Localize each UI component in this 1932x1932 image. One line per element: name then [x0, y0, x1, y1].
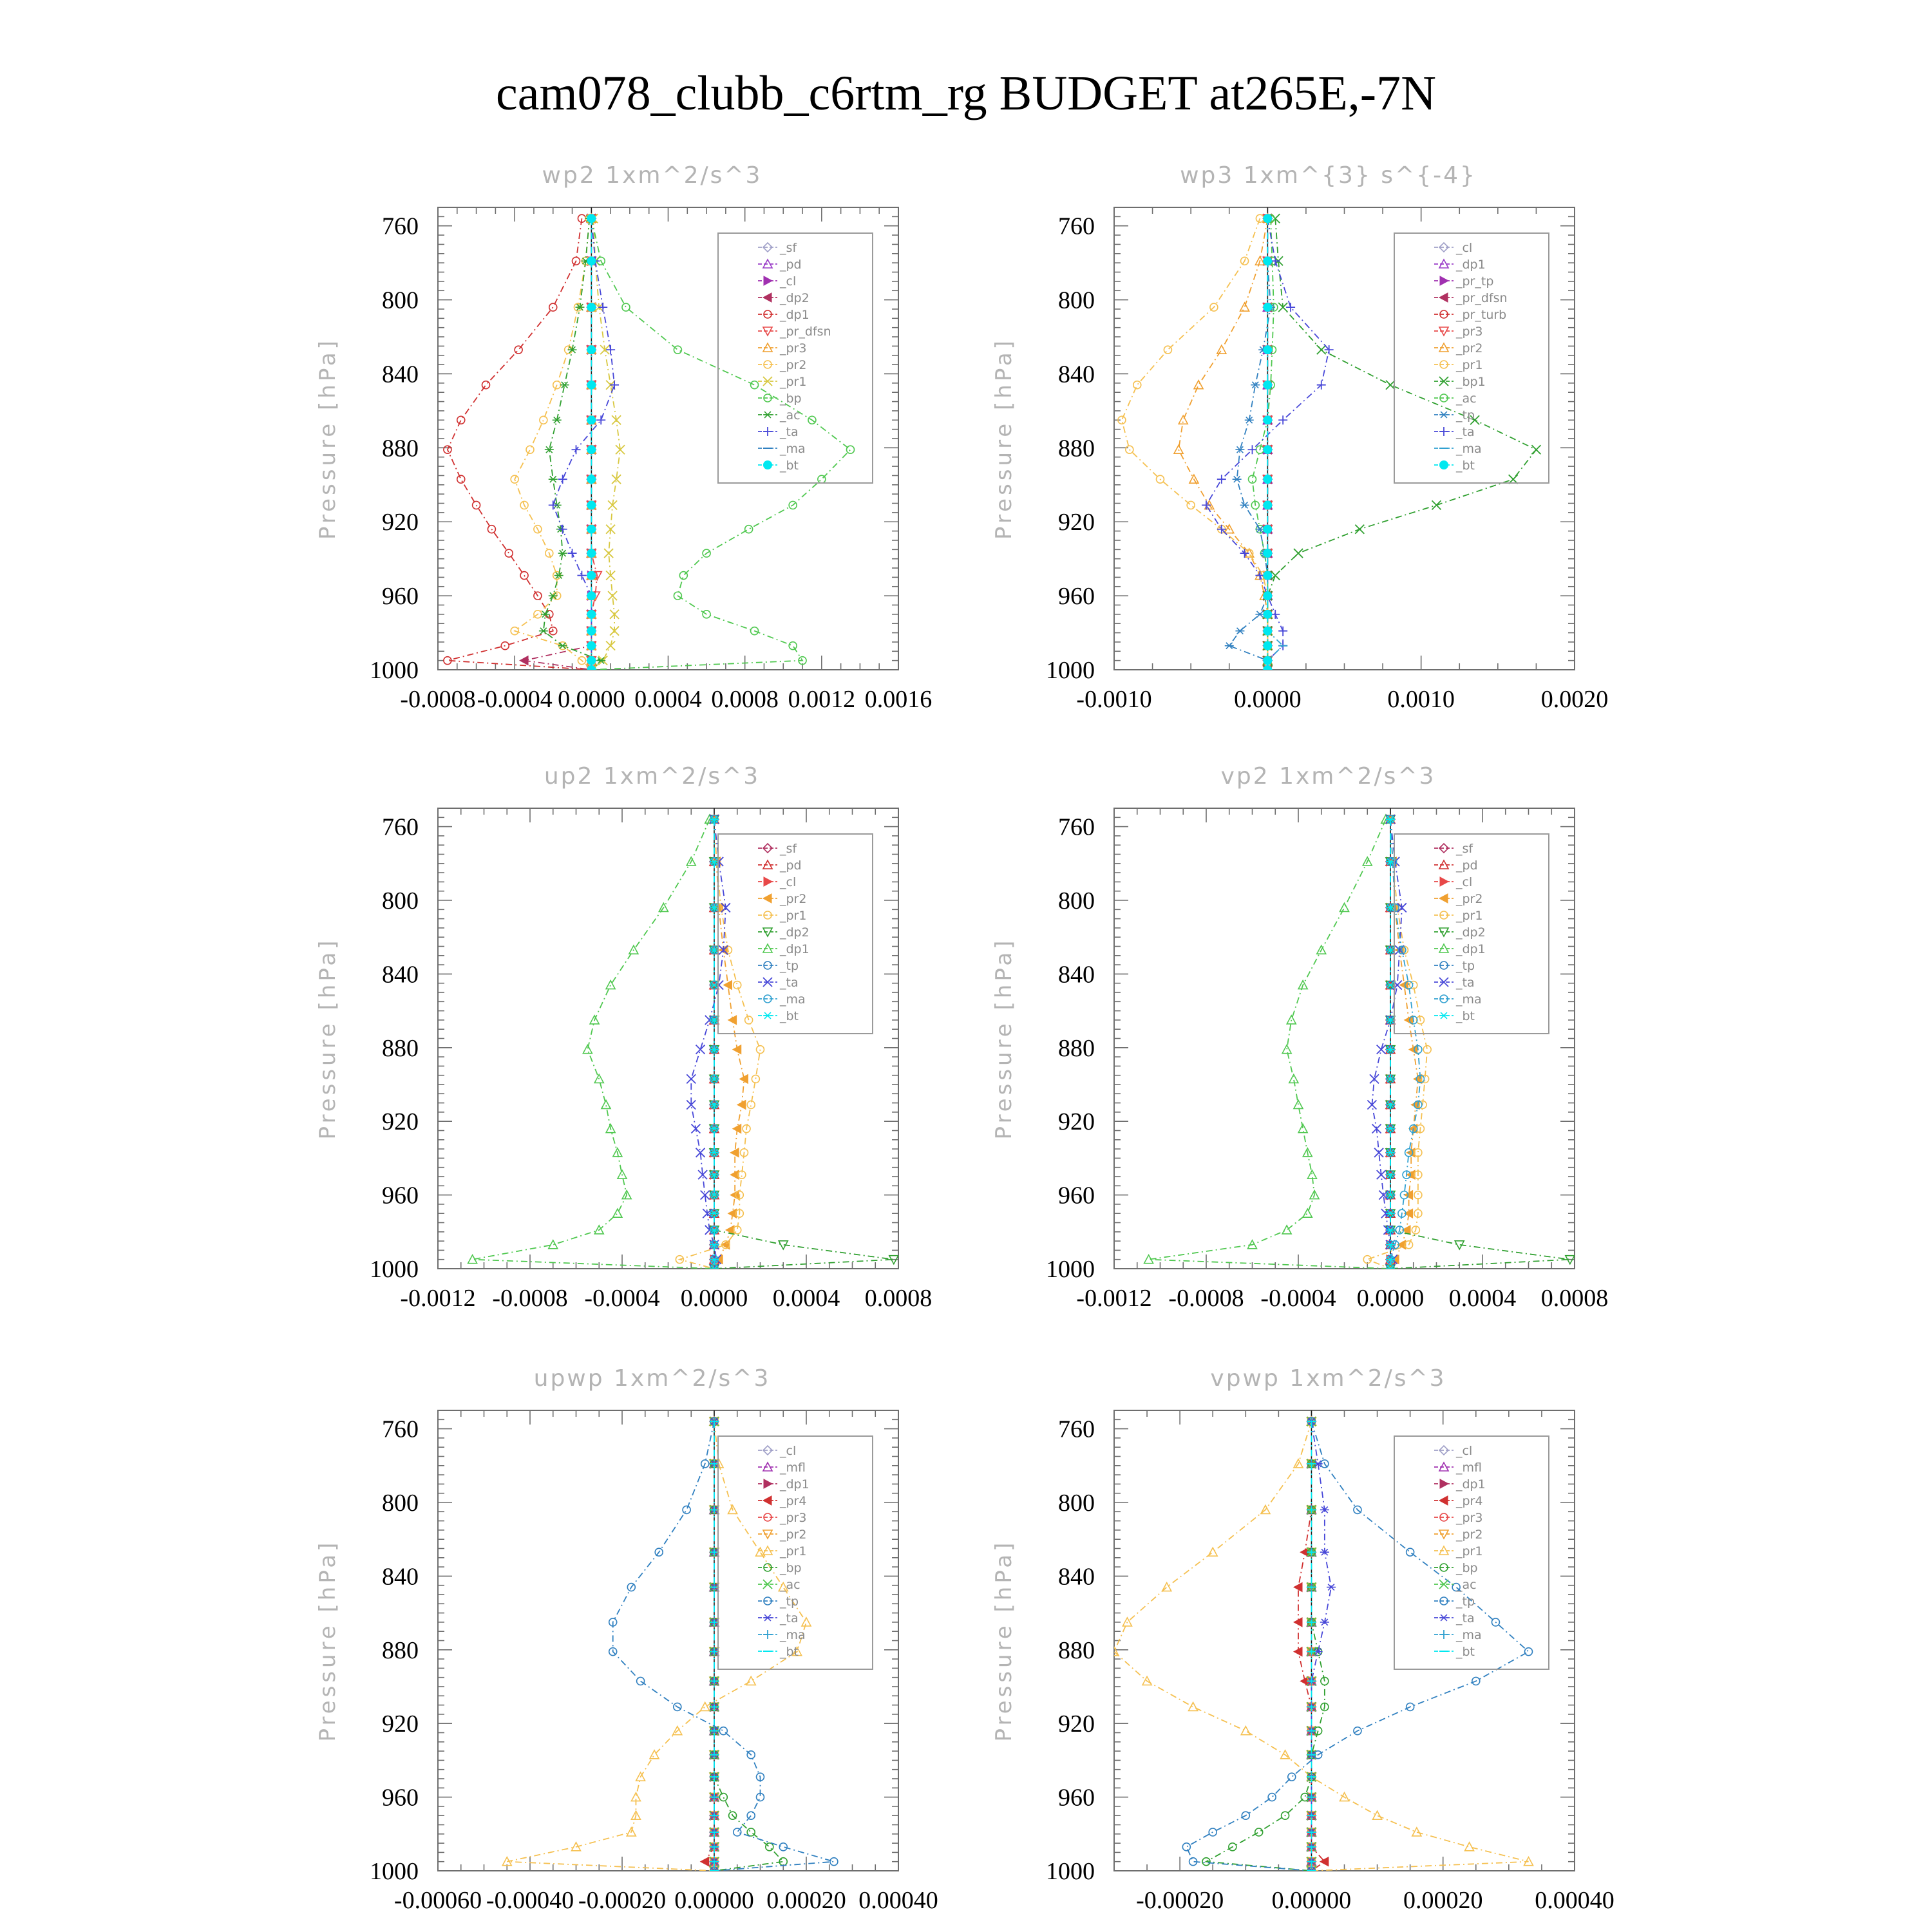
seriesbt-point [587, 500, 596, 509]
legend-label: _tp [1456, 408, 1475, 422]
y-tick-label: 800 [382, 287, 419, 314]
legend-label: _bp [1456, 1561, 1478, 1575]
x-tick-label: 0.00020 [766, 1887, 846, 1914]
legend-label: _ta [1456, 425, 1475, 439]
legend-label: _pr2 [1456, 892, 1483, 906]
seriesbt-point [1263, 445, 1272, 454]
legend-label: _pd [780, 258, 802, 272]
y-tick-label: 1000 [1046, 657, 1095, 684]
legend-label: _bt [780, 1009, 799, 1023]
legend-label: _tp [1456, 959, 1475, 973]
y-tick-label: 1000 [370, 1858, 419, 1885]
legend-label: _pr4 [780, 1494, 807, 1508]
y-tick-label: 800 [1058, 287, 1095, 314]
legend-label: _ta [780, 425, 799, 439]
x-tick-label: -0.00060 [393, 1887, 482, 1914]
y-tick-label: 760 [382, 1416, 419, 1443]
seriesbt-point [587, 475, 596, 484]
y-tick-label: 920 [1058, 1108, 1095, 1136]
x-tick-label: 0.00000 [674, 1887, 754, 1914]
y-tick-label: 960 [382, 583, 419, 611]
y-tick-label: 920 [1058, 1710, 1095, 1738]
legend-label: _pr3 [780, 341, 807, 355]
legend-label: _bp [780, 1561, 802, 1575]
legend-label: _tp [780, 959, 799, 973]
seriesbt-point [1263, 303, 1272, 312]
legend-label: _dp2 [780, 925, 810, 940]
legend-label: _mfl [780, 1461, 806, 1475]
legend-label: _bt [780, 1645, 799, 1659]
legend-label: _ma [1456, 1628, 1482, 1642]
y-tick-label: 920 [382, 1108, 419, 1136]
x-tick-label: 0.0000 [1234, 686, 1302, 713]
legend-label: _ta [1456, 976, 1475, 990]
x-tick-label: 0.0000 [1356, 1285, 1425, 1312]
legend-label: _dp1 [780, 308, 810, 322]
x-tick-label: 0.0008 [711, 686, 779, 713]
x-tick-label: -0.00020 [578, 1887, 667, 1914]
y-tick-label: 1000 [1046, 1256, 1095, 1283]
seriesbt-point [1263, 641, 1272, 650]
y-tick-label: 960 [382, 1784, 419, 1812]
legend-label: _pr_dfsn [780, 325, 831, 339]
legend-label: _pr_turb [1456, 308, 1507, 322]
seriesbt-point [587, 571, 596, 580]
seriesbt-point [1263, 214, 1272, 223]
legend-label: _ac [780, 1578, 800, 1592]
y-tick-label: 960 [1058, 1182, 1095, 1209]
legend-label: _pr_tp [1456, 274, 1494, 289]
x-tick-label: 0.00000 [1271, 1887, 1352, 1914]
x-tick-label: 0.00020 [1403, 1887, 1483, 1914]
y-tick-label: 840 [382, 361, 419, 388]
x-tick-label: 0.0000 [680, 1285, 748, 1312]
legend-label: _dp1 [1456, 1477, 1486, 1492]
panel-title: vp2 1xm^2/s^3 [1220, 763, 1436, 790]
seriesbt-point [1263, 610, 1272, 619]
x-tick-label: 0.0004 [634, 686, 702, 713]
y-tick-label: 840 [1058, 961, 1095, 989]
legend-label: _pr4 [1456, 1494, 1483, 1508]
legend-label: _bp1 [1456, 375, 1486, 389]
seriesbt-point [1263, 525, 1272, 534]
legend-label: _tp [780, 1595, 799, 1609]
legend-label: _pr3 [1456, 1511, 1483, 1525]
legend-label: _sf [1456, 842, 1473, 856]
legend-label: _pr2 [1456, 341, 1483, 355]
y-tick-label: 800 [382, 1490, 419, 1517]
y-tick-label: 880 [382, 1034, 419, 1062]
legend-label: _ta [780, 976, 799, 990]
y-tick-label: 1000 [370, 657, 419, 684]
seriesbt-point [587, 610, 596, 619]
legend-marker [763, 460, 772, 469]
legend-label: _dp1 [1456, 942, 1486, 956]
y-tick-label: 760 [1058, 213, 1095, 240]
legend-label: _pr1 [780, 375, 807, 389]
y-tick-label: 1000 [370, 1256, 419, 1283]
legend-label: _dp2 [780, 291, 810, 305]
x-tick-label: -0.0012 [1076, 1285, 1152, 1312]
x-tick-label: 0.0020 [1540, 686, 1609, 713]
legend-label: _cl [1456, 1444, 1473, 1458]
x-tick-label: 0.0008 [1540, 1285, 1609, 1312]
legend-label: _bp [780, 392, 802, 406]
legend-label: _sf [780, 842, 797, 856]
seriesbt-point [587, 641, 596, 650]
legend-label: _bt [1456, 1645, 1475, 1659]
legend-label: _pr2 [1456, 1528, 1483, 1542]
legend-label: _pr1 [780, 1544, 807, 1558]
y-tick-label: 880 [382, 1636, 419, 1664]
legend-label: _pr2 [780, 1528, 807, 1542]
x-tick-label: -0.0008 [1168, 1285, 1244, 1312]
legend-label: _pr1 [780, 909, 807, 923]
y-tick-label: 840 [1058, 1563, 1095, 1591]
x-tick-label: 0.0004 [1448, 1285, 1517, 1312]
legend-label: _dp2 [1456, 925, 1486, 940]
y-tick-label: 880 [1058, 1636, 1095, 1664]
x-tick-label: -0.0004 [477, 686, 553, 713]
legend-label: _pr2 [780, 358, 807, 372]
legend-label: _sf [780, 241, 797, 255]
legend-label: _pr3 [780, 1511, 807, 1525]
y-axis-label: Pressure [hPa] [991, 937, 1017, 1140]
seriesbt-point [1263, 656, 1272, 665]
panel-title: up2 1xm^2/s^3 [544, 763, 761, 790]
legend-label: _tp [1456, 1595, 1475, 1609]
legend-label: _dp1 [1456, 258, 1486, 272]
legend-label: _cl [780, 274, 797, 289]
seriesbt-point [587, 256, 596, 265]
seriesbt-point [587, 415, 596, 424]
x-tick-label: 0.0000 [558, 686, 625, 713]
y-tick-label: 920 [1058, 509, 1095, 536]
legend-label: _bt [780, 459, 799, 473]
y-tick-label: 760 [1058, 1416, 1095, 1443]
seriesbt-point [587, 549, 596, 558]
x-tick-label: 0.0016 [864, 686, 933, 713]
figure-title: cam078_clubb_c6rtm_rg BUDGET at265E,-7N [496, 66, 1436, 120]
y-axis-label: Pressure [hPa] [315, 1539, 341, 1742]
y-axis-label: Pressure [hPa] [991, 337, 1017, 540]
y-tick-label: 880 [382, 435, 419, 462]
legend-label: _pr1 [1456, 358, 1483, 372]
legend-label: _ac [1456, 392, 1477, 406]
seriesbt-point [587, 303, 596, 312]
x-tick-label: -0.0010 [1076, 686, 1152, 713]
seriesbt-point [587, 381, 596, 390]
legend-label: _ac [1456, 1578, 1477, 1592]
panel-title: wp3 1xm^{3} s^{-4} [1180, 162, 1477, 189]
y-tick-label: 800 [382, 887, 419, 914]
y-tick-label: 760 [382, 813, 419, 841]
x-tick-label: -0.0008 [492, 1285, 568, 1312]
legend-label: _dp1 [780, 1477, 810, 1492]
x-tick-label: 0.00040 [1535, 1887, 1615, 1914]
x-tick-label: -0.00020 [1136, 1887, 1224, 1914]
y-axis-label: Pressure [hPa] [315, 937, 341, 1140]
legend-label: _pd [1456, 858, 1478, 873]
seriesbt-point [587, 656, 596, 665]
legend-label: _ma [1456, 992, 1482, 1007]
seriesbt-point [587, 627, 596, 636]
y-tick-label: 800 [1058, 1490, 1095, 1517]
x-tick-label: 0.00040 [858, 1887, 938, 1914]
y-tick-label: 840 [1058, 361, 1095, 388]
legend-label: _dp1 [780, 942, 810, 956]
x-tick-label: 0.0012 [788, 686, 856, 713]
legend-label: _pr1 [1456, 1544, 1483, 1558]
y-tick-label: 880 [1058, 435, 1095, 462]
y-tick-label: 960 [1058, 1784, 1095, 1812]
legend-label: _bt [1456, 459, 1475, 473]
legend-label: _ac [780, 408, 800, 422]
panel-title: upwp 1xm^2/s^3 [533, 1365, 771, 1392]
seriesbt-point [587, 591, 596, 600]
y-tick-label: 840 [382, 1563, 419, 1591]
seriesbt-point [1263, 475, 1272, 484]
y-tick-label: 760 [1058, 813, 1095, 841]
y-axis-label: Pressure [hPa] [991, 1539, 1017, 1742]
y-tick-label: 760 [382, 213, 419, 240]
seriesbt-point [587, 345, 596, 354]
legend-label: _cl [780, 1444, 797, 1458]
x-tick-label: -0.0008 [400, 686, 476, 713]
seriesbt-point [1263, 415, 1272, 424]
seriesbt-point [1263, 627, 1272, 636]
seriesbt-point [1263, 549, 1272, 558]
legend-label: _cl [780, 875, 797, 889]
y-tick-label: 920 [382, 1710, 419, 1738]
y-tick-label: 920 [382, 509, 419, 536]
x-tick-label: 0.0008 [864, 1285, 933, 1312]
y-tick-label: 960 [382, 1182, 419, 1209]
legend-label: _ma [780, 1628, 806, 1642]
legend-label: _pd [780, 858, 802, 873]
panel-title: wp2 1xm^2/s^3 [542, 162, 762, 189]
y-tick-label: 880 [1058, 1034, 1095, 1062]
legend-label: _pr1 [1456, 909, 1483, 923]
y-tick-label: 840 [382, 961, 419, 989]
seriesbt-point [1263, 256, 1272, 265]
seriesbt-point [1263, 571, 1272, 580]
x-tick-label: 0.0010 [1387, 686, 1455, 713]
legend-label: _pr3 [1456, 325, 1483, 339]
legend-label: _ma [780, 442, 806, 456]
legend-label: _mfl [1456, 1461, 1482, 1475]
legend-label: _ta [1456, 1611, 1475, 1625]
x-tick-label: 0.0004 [772, 1285, 840, 1312]
legend-marker [1439, 460, 1448, 469]
legend-label: _ma [1456, 442, 1482, 456]
seriesbt-point [1263, 345, 1272, 354]
legend-label: _cl [1456, 875, 1473, 889]
y-axis-label: Pressure [hPa] [315, 337, 341, 540]
x-tick-label: -0.0012 [400, 1285, 476, 1312]
legend-label: _ta [780, 1611, 799, 1625]
legend-label: _pr_dfsn [1456, 291, 1508, 305]
seriesbt-point [587, 525, 596, 534]
y-tick-label: 800 [1058, 887, 1095, 914]
legend-label: _ma [780, 992, 806, 1007]
y-tick-label: 960 [1058, 583, 1095, 611]
panel-title: vpwp 1xm^2/s^3 [1210, 1365, 1446, 1392]
seriesbt-point [1263, 381, 1272, 390]
legend-label: _pr2 [780, 892, 807, 906]
x-tick-label: -0.0004 [584, 1285, 660, 1312]
legend-label: _bt [1456, 1009, 1475, 1023]
seriesbt-point [1263, 591, 1272, 600]
x-tick-label: -0.0004 [1260, 1285, 1336, 1312]
x-tick-label: -0.00040 [486, 1887, 574, 1914]
seriesbt-point [587, 445, 596, 454]
y-tick-label: 1000 [1046, 1858, 1095, 1885]
seriesbt-point [1263, 500, 1272, 509]
seriesbt-point [587, 214, 596, 223]
legend-label: _cl [1456, 241, 1473, 255]
